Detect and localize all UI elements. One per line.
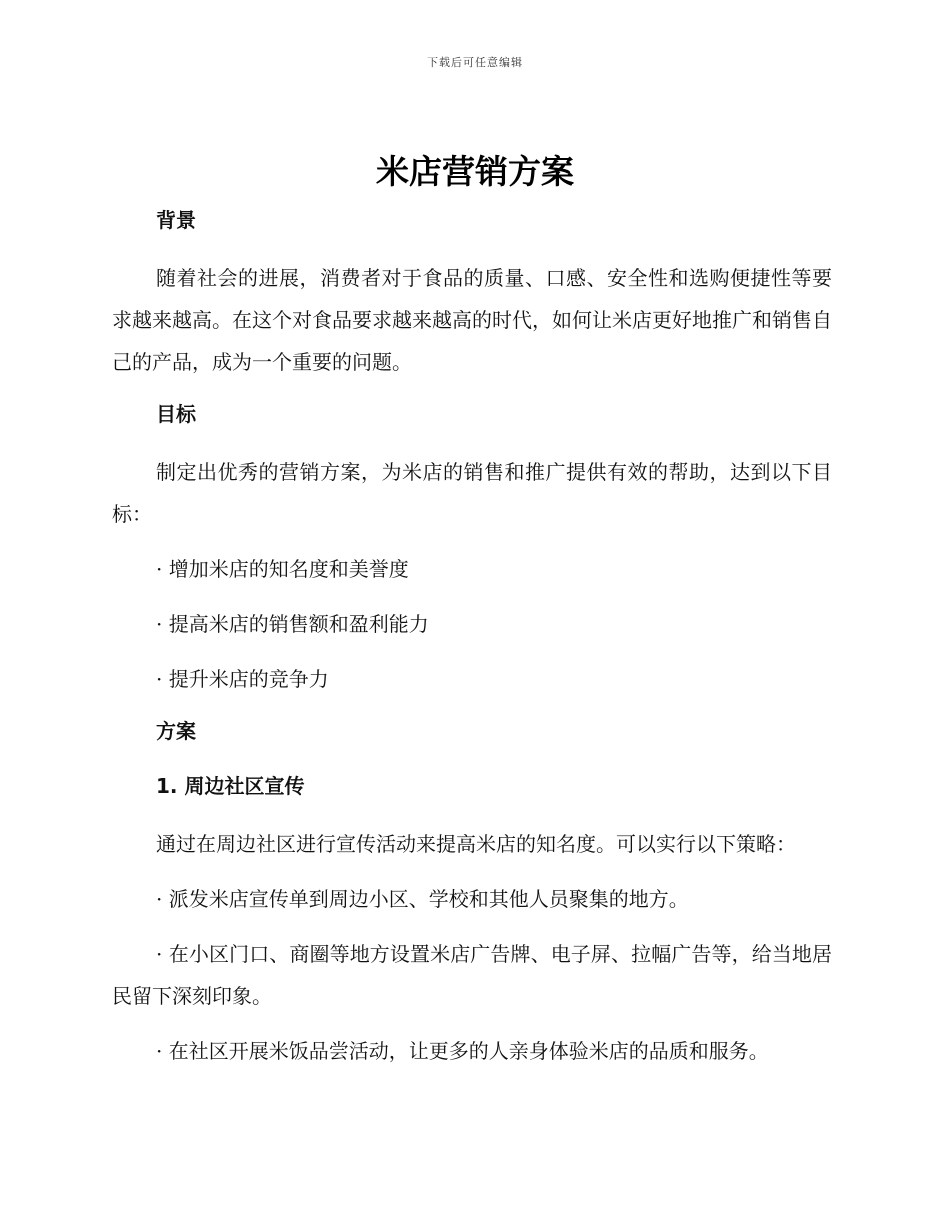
plan-heading: 方案 xyxy=(156,719,196,743)
goal-item: · 提升米店的竞争力 xyxy=(156,667,329,691)
goal-item: · 提高米店的销售额和盈利能力 xyxy=(156,612,429,636)
goal-heading: 目标 xyxy=(156,402,196,426)
section1-item: · 在社区开展米饭品尝活动，让更多的人亲身体验米店的品质和服务。 xyxy=(156,1039,769,1063)
section1-heading: 1. 周边社区宣传 xyxy=(156,774,305,798)
document-title: 米店营销方案 xyxy=(376,152,574,191)
document-body xyxy=(112,202,832,1085)
goal-paragraph: 制定出优秀的营销方案，为米店的销售和推广提供有效的帮助，达到以下目标： xyxy=(112,460,832,526)
goal-item: · 增加米店的知名度和美誉度 xyxy=(156,557,409,581)
background-heading: 背景 xyxy=(156,208,196,232)
background-paragraph: 随着社会的进展，消费者对于食品的质量、口感、安全性和选购便捷性等要求越来越高。在这个对食品要求越来越高的时代，如何让米店更好地推广和销售自己的产品，成为一个重要的问题。 xyxy=(112,266,832,374)
section1-item: · 派发米店宣传单到周边小区、学校和其他人员聚集的地方。 xyxy=(156,887,689,911)
page-header-note: 下载后可任意编辑 xyxy=(427,56,523,69)
section1-item: · 在小区门口、商圈等地方设置米店广告牌、电子屏、拉幅广告等，给当地居民留下深刻印象。 xyxy=(112,942,832,1008)
section1-paragraph: 通过在周边社区进行宣传活动来提高米店的知名度。可以实行以下策略： xyxy=(156,832,796,856)
